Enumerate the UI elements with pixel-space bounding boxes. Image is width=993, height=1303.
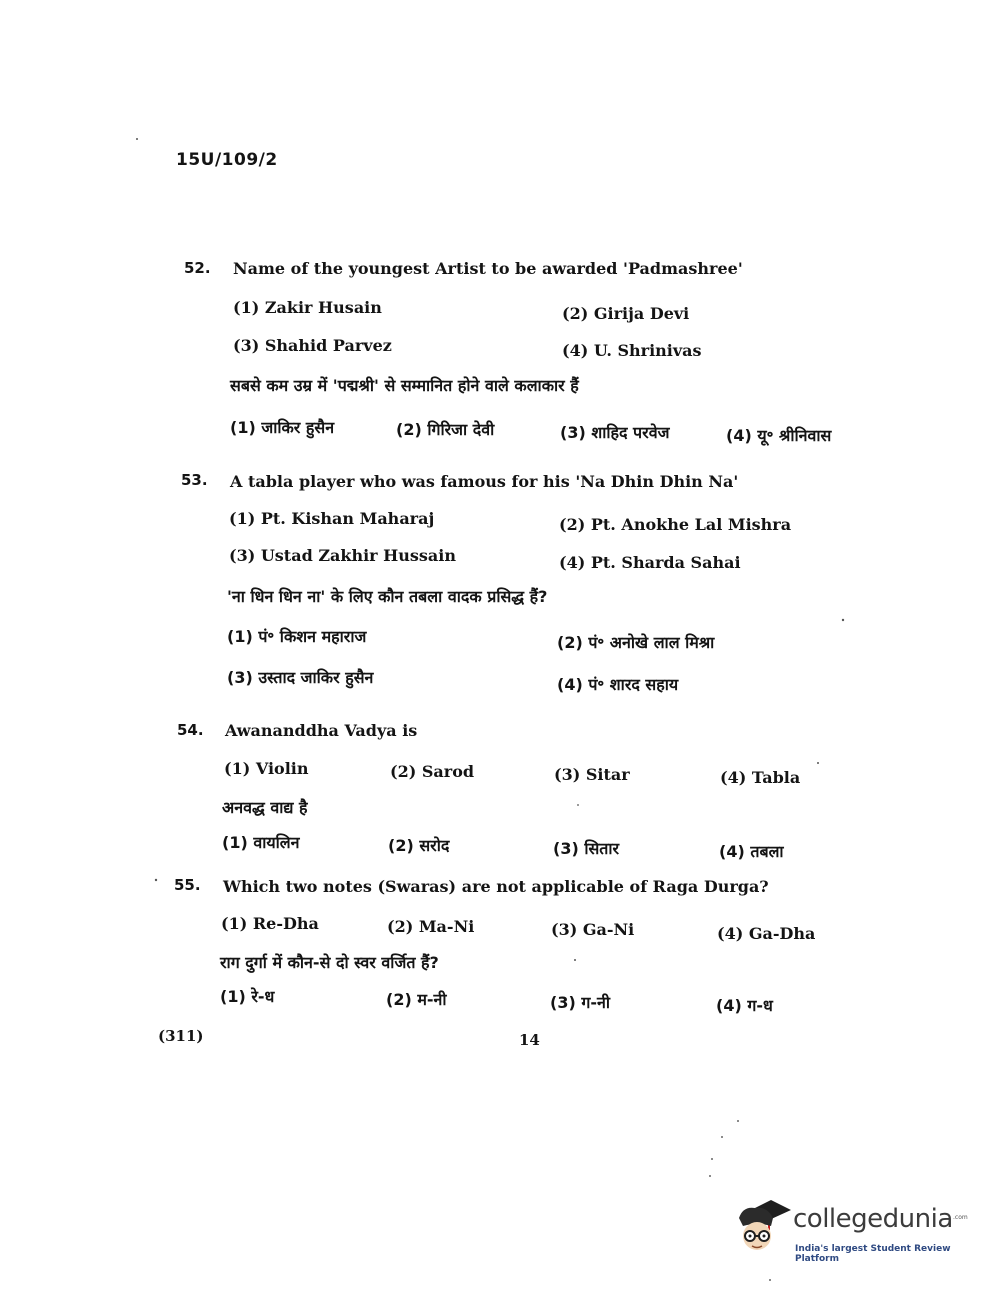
hindi-option-4: (4) पं॰ शारद सहाय — [557, 675, 679, 694]
logo-tagline: India's largest Student Review Platform — [795, 1244, 951, 1264]
question-text: A tabla player who was famous for his 'Na Dhin Dhin Na' — [230, 472, 739, 491]
hindi-option-1: (1) रे-ध — [220, 987, 275, 1006]
option-4: (4) U. Shrinivas — [562, 341, 702, 360]
hindi-option-2: (2) सरोद — [388, 836, 450, 855]
hindi-option-3: (3) शाहिद परवेज — [560, 423, 670, 442]
option-4: (4) Tabla — [720, 768, 801, 787]
footer-code: (311) — [158, 1027, 204, 1045]
option-3: (3) Ga-Ni — [551, 920, 635, 939]
logo-suffix: .com — [953, 1214, 968, 1221]
option-2: (2) Pt. Anokhe Lal Mishra — [559, 515, 792, 534]
question-number: 53. — [181, 471, 208, 489]
hindi-question-text: 'ना धिन धिन ना' के लिए कौन तबला वादक प्रसिद्ध हैं? — [227, 587, 548, 606]
hindi-option-2: (2) पं॰ अनोखे लाल मिश्रा — [557, 633, 715, 652]
option-4: (4) Pt. Sharda Sahai — [559, 553, 741, 572]
hindi-question-text: राग दुर्गा में कौन-से दो स्वर वर्जित हैं? — [220, 953, 439, 972]
hindi-option-3: (3) ग-नी — [550, 993, 611, 1012]
collegedunia-logo — [733, 1196, 968, 1268]
option-3: (3) Shahid Parvez — [233, 336, 392, 355]
option-1: (1) Pt. Kishan Maharaj — [229, 509, 435, 528]
option-4: (4) Ga-Dha — [717, 924, 816, 943]
option-2: (2) Ma-Ni — [387, 917, 475, 936]
hindi-option-2: (2) गिरिजा देवी — [396, 420, 495, 439]
hindi-option-3: (3) सितार — [553, 839, 620, 858]
option-1: (1) Violin — [224, 759, 309, 778]
paper-code: 15U/109/2 — [176, 150, 278, 170]
mascot-icon — [733, 1196, 793, 1260]
hindi-option-4: (4) तबला — [719, 842, 784, 861]
question-number: 52. — [184, 259, 211, 277]
question-number: 54. — [177, 721, 204, 739]
question-text: Which two notes (Swaras) are not applicable of Raga Durga? — [223, 877, 769, 896]
hindi-question-text: सबसे कम उम्र में 'पद्मश्री' से सम्मानित होने वाले कलाकार हैं — [230, 376, 579, 395]
option-3: (3) Ustad Zakhir Hussain — [229, 546, 457, 565]
hindi-question-text: अनवद्ध वाद्य है — [222, 798, 308, 817]
page-number: 14 — [519, 1031, 540, 1049]
hindi-option-3: (3) उस्ताद जाकिर हुसैन — [227, 668, 374, 687]
question-number: 55. — [174, 876, 201, 894]
hindi-option-4: (4) ग-ध — [716, 996, 773, 1015]
option-2: (2) Sarod — [390, 762, 475, 781]
hindi-option-1: (1) जाकिर हुसैन — [230, 418, 335, 437]
option-1: (1) Zakir Husain — [233, 298, 382, 317]
logo-wordmark: collegedunia — [793, 1204, 953, 1234]
option-3: (3) Sitar — [554, 765, 630, 784]
question-text: Awananddha Vadya is — [225, 721, 418, 740]
hindi-option-1: (1) वायलिन — [222, 833, 300, 852]
option-2: (2) Girija Devi — [562, 304, 690, 323]
option-1: (1) Re-Dha — [221, 914, 319, 933]
question-text: Name of the youngest Artist to be awarded 'Padmashree' — [233, 259, 743, 278]
hindi-option-2: (2) म-नी — [386, 990, 447, 1009]
hindi-option-4: (4) यू॰ श्रीनिवास — [726, 426, 832, 445]
hindi-option-1: (1) पं॰ किशन महाराज — [227, 627, 367, 646]
